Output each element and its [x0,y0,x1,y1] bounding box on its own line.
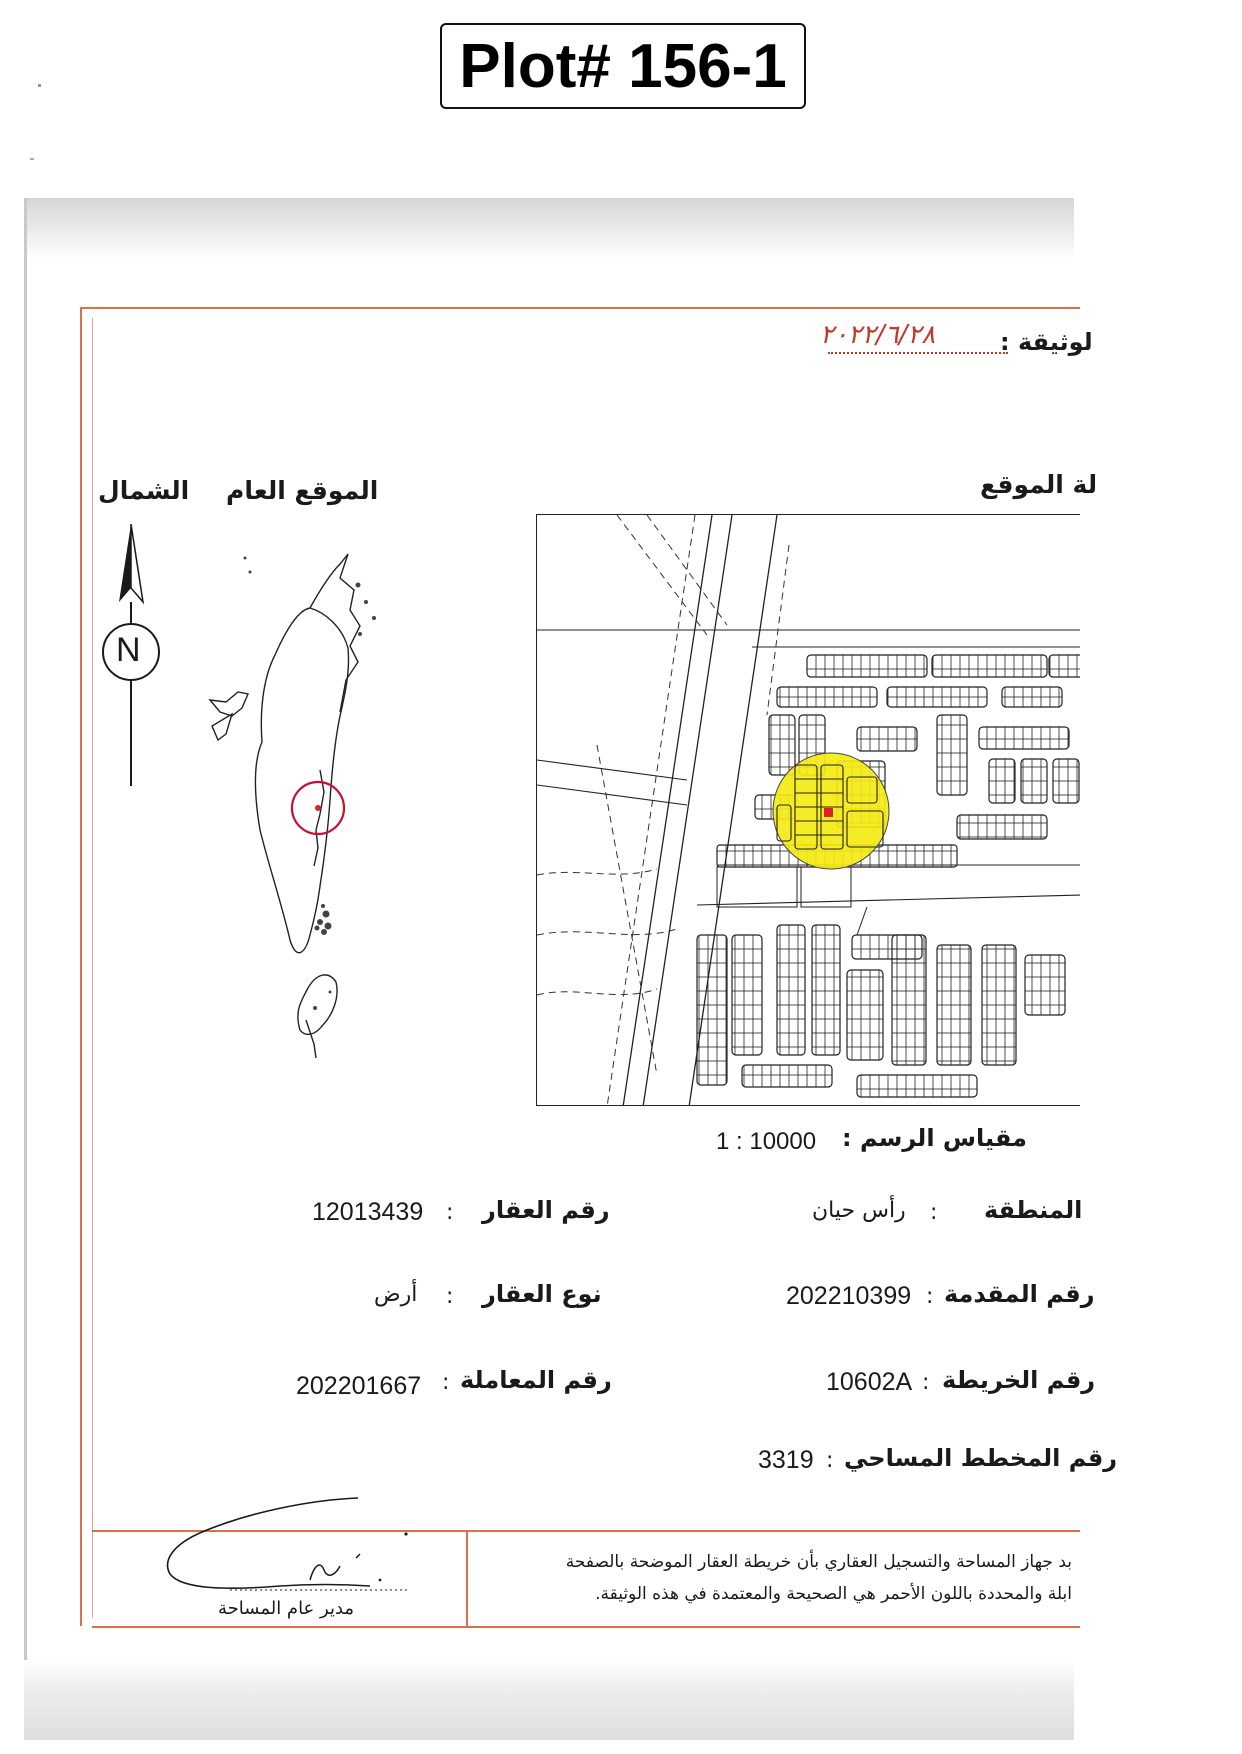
general-location-label: الموقع العام [226,476,379,505]
property-type-value: أرض [374,1282,418,1307]
property-number-colon: : [446,1200,454,1225]
signature [160,1494,440,1594]
property-type-colon: : [446,1284,454,1309]
region-colon: : [930,1200,938,1225]
application-number-label: رقم المقدمة [944,1280,1095,1308]
general-location-map [190,530,480,1080]
property-number-value: 12013439 [312,1198,424,1226]
doc-number-underline [828,352,1008,354]
property-type-label: نوع العقار [482,1280,602,1308]
certification-text [500,1546,1072,1610]
scan-left-edge [24,198,27,1738]
region-label: المنطقة [984,1196,1083,1224]
plot-title: Plot# 156-1 [440,23,806,109]
region-value: رأس حيان [812,1198,906,1223]
scan-shadow-bottom [24,1660,1074,1740]
transaction-number-value: 202201667 [296,1372,422,1400]
scale-label: مقياس الرسم : [842,1124,1027,1152]
scan-shadow-top [24,198,1074,260]
doc-number-value: ٢٠٢٢/٦/٢٨ [820,320,936,350]
north-label: الشمال [98,476,190,505]
location-map [536,514,1080,1106]
doc-number-label: لوثيقة : [1000,328,1093,356]
survey-plan-value: 3319 [758,1446,814,1474]
map-number-value: 10602A [826,1368,913,1396]
map-number-colon: : [922,1370,930,1395]
north-letter: N [116,631,141,669]
certification-divider [466,1532,468,1626]
scale-value: 1 : 10000 [716,1128,817,1155]
application-number-value: 202210399 [786,1282,912,1310]
map-number-label: رقم الخريطة [942,1366,1096,1394]
transaction-number-colon: : [442,1370,450,1395]
scan-speck [30,158,34,160]
transaction-number-label: رقم المعاملة [460,1366,612,1394]
certification-line-1: بد جهاز المساحة والتسجيل العقاري بأن خريطة العقار الموضحة بالصفحة [565,1552,1072,1572]
application-number-colon: : [926,1284,934,1309]
scan-speck [38,84,41,87]
certification-line-2: ابلة والمحددة باللون الأحمر هي الصحيحة والمعتمدة في هذه الوثيقة. [595,1584,1072,1604]
location-map-label: لة الموقع [980,470,1098,499]
signatory-title: مدير عام المساحة [218,1598,355,1619]
survey-plan-colon: : [826,1448,834,1473]
property-number-label: رقم العقار [482,1196,610,1224]
survey-plan-label: رقم المخطط المساحي [844,1444,1118,1472]
document-frame-inner-line [92,318,93,1618]
